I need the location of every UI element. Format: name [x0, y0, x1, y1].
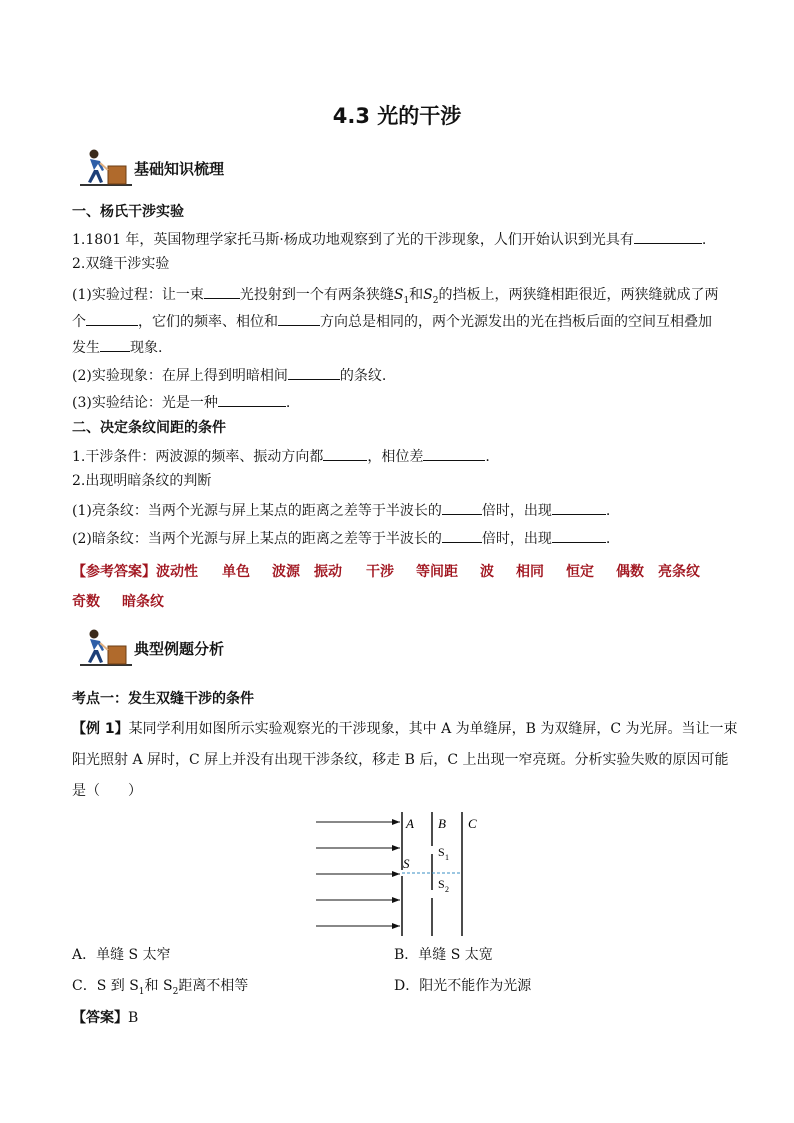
page-title: 4.3 光的干涉 [332, 104, 462, 128]
fill-blank [86, 310, 138, 326]
fill-blank [552, 527, 606, 543]
text: 和 [409, 287, 424, 303]
answer-item: 奇数 [72, 594, 100, 610]
paragraph-line: 1.干涉条件：两波源的频率、振动方向都 ，相位差 . [72, 445, 490, 467]
answer-label: 【参考答案】 [72, 564, 156, 580]
subscript: 1 [403, 295, 410, 306]
text: (3)实验结论：光是一种 [72, 395, 218, 411]
fill-blank [552, 499, 606, 515]
fill-blank [100, 336, 130, 352]
text: (2)暗条纹：当两个光源与屏上某点的距离之差等于半波长的 [72, 531, 442, 547]
label-s: S [403, 856, 410, 871]
example-line: 阳光照射 A 屏时，C 屏上并没有出现干涉条纹，移走 B 后，C 上出现一窄亮斑。分析实验失败的原因可能 [72, 752, 729, 768]
text: 的条纹. [339, 368, 387, 384]
fill-blank [323, 445, 367, 461]
pushing-box-icon [80, 628, 132, 668]
text: 某同学利用如图所示实验观察光的干涉现象，其中 A 为单缝屏，B 为双缝屏，C 为光屏。当让一束 [128, 721, 738, 737]
answer-item: 干涉 [366, 564, 394, 580]
section-label: 典型例题分析 [134, 640, 225, 658]
answer-item: 亮条纹 [658, 564, 700, 580]
answer-item: 波 [480, 564, 494, 580]
label-c: C [468, 816, 477, 831]
answer-item: 恒定 [566, 564, 594, 580]
answer-item: 波源 [272, 564, 300, 580]
fill-blank [288, 364, 340, 380]
fill-blank [204, 283, 240, 299]
part-heading: 二、决定条纹间距的条件 [72, 420, 226, 436]
text: 光投射到一个有两条狭缝 [239, 287, 394, 303]
paragraph-line: (1)亮条纹：当两个光源与屏上某点的距离之差等于半波长的 倍时，出现 . [72, 499, 610, 521]
label-s2-sub: 2 [445, 885, 449, 894]
text: (1)亮条纹：当两个光源与屏上某点的距离之差等于半波长的 [72, 503, 442, 519]
choice-c[interactable] [72, 975, 248, 997]
section-label: 基础知识梳理 [134, 160, 225, 178]
paragraph-line: 2.双缝干涉实验 [72, 256, 170, 272]
paragraph-line: 2.出现明暗条纹的判断 [72, 473, 212, 489]
subscript: 2 [432, 295, 439, 306]
answer-key-line [72, 592, 164, 612]
paragraph-line [72, 364, 386, 386]
label-a: A [406, 816, 414, 831]
fill-blank [278, 310, 320, 326]
choice-b[interactable]: B．单缝 S 太宽 [394, 947, 493, 963]
label-s2: S [438, 877, 445, 891]
topic-heading: 考点一：发生双缝干涉的条件 [72, 691, 254, 707]
label-b: B [438, 816, 446, 831]
paragraph-line [72, 336, 162, 358]
example-label: 【例 1】 [72, 721, 129, 737]
fill-blank [423, 445, 485, 461]
answer-item: 暗条纹 [122, 594, 164, 610]
text: 倍时，出现 [481, 503, 552, 519]
pushing-box-icon [80, 148, 132, 188]
answer-item: 单色 [222, 564, 250, 580]
answer-value: B [128, 1010, 139, 1026]
answer-item: 等间距 [416, 564, 458, 580]
text: 的挡板上，两狭缝相距很近，两狭缝就成了两 [438, 287, 719, 303]
subscript: 2 [172, 986, 179, 997]
text: ，相位差 [367, 449, 424, 465]
answer-key-line [72, 562, 700, 582]
answer-item: 相同 [516, 564, 544, 580]
fill-blank [442, 499, 482, 515]
answer-item: 偶数 [616, 564, 644, 580]
example-line: 是（ ） [72, 783, 142, 799]
symbol: S [393, 287, 404, 303]
fill-blank [442, 527, 482, 543]
text: 1.干涉条件：两波源的频率、振动方向都 [72, 449, 324, 465]
answer-item: 波动性 [156, 564, 198, 580]
text: (2)实验现象：在屏上得到明暗相间 [72, 368, 288, 384]
text: 1.1801 年，英国物理学家托马斯·杨成功地观察到了光的干涉现象，人们开始认识到光具有 [72, 232, 634, 248]
paragraph-line: 1.1801 年，英国物理学家托马斯·杨成功地观察到了光的干涉现象，人们开始认识到光具有 . [72, 228, 706, 250]
text: 距离不相等 [178, 978, 249, 994]
paragraph-line: (3)实验结论：光是一种 . [72, 391, 290, 413]
choice-a[interactable]: A．单缝 S 太窄 [72, 947, 171, 963]
text: 个 [72, 314, 86, 330]
answer-label: 【答案】 [72, 1010, 128, 1026]
fill-blank [218, 391, 286, 407]
choice-d[interactable]: D．阳光不能作为光源 [394, 978, 532, 994]
label-s1-sub: 1 [445, 853, 449, 862]
text: 现象. [130, 340, 163, 356]
text: 倍时，出现 [481, 531, 552, 547]
part-heading: 一、杨氏干涉实验 [72, 204, 184, 220]
double-slit-diagram [314, 812, 494, 942]
example-answer [72, 1008, 138, 1028]
symbol: S [423, 287, 433, 303]
answer-item: 振动 [314, 564, 342, 580]
text: 和 S [144, 978, 173, 994]
text: C．S 到 S [72, 978, 139, 994]
paragraph-line [72, 283, 719, 311]
text: (1)实验过程：让一束 [72, 287, 204, 303]
fill-blank [634, 228, 702, 244]
text: ，它们的频率、相位和 [138, 314, 278, 330]
text: 方向总是相同的，两个光源发出的光在挡板后面的空间互相叠加 [320, 314, 712, 330]
paragraph-line: (2)暗条纹：当两个光源与屏上某点的距离之差等于半波长的 倍时，出现 . [72, 527, 610, 549]
example-line [72, 719, 738, 739]
text: 发生 [72, 340, 100, 356]
subscript: 1 [138, 986, 145, 997]
label-s1: S [438, 845, 445, 859]
paragraph-line [72, 310, 712, 332]
